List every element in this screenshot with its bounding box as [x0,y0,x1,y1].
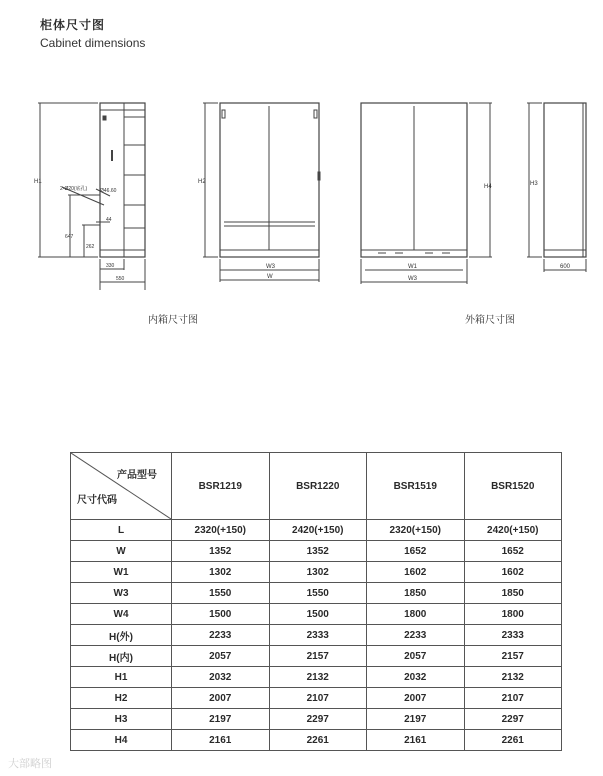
table-row [71,688,562,709]
dimension-code-cell: H4 [71,730,172,751]
dimension-code-cell: H(内) [71,646,172,667]
corner-model-label: 产品型号 [117,470,157,481]
dim-647-label: 647 [65,234,74,240]
outer-h3-label: H3 [530,181,538,187]
dimension-value-cell: 2197 [172,709,270,730]
dim-262-label: 262 [86,244,95,250]
page-title: 柜体尺寸图 [40,18,106,32]
dimension-value-cell: 1800 [367,604,465,625]
dim-44-label: 44 [106,217,112,223]
inner-w3-label: W3 [266,264,275,270]
dim-330-label: 330 [106,263,115,269]
inner-h2-label: H2 [198,179,206,185]
dimension-value-cell: 2032 [172,667,270,688]
dimension-value-cell: 2007 [172,688,270,709]
model-header: BSR1219 [172,453,270,520]
dimension-code-cell: H3 [71,709,172,730]
outer-depth-label: 600 [560,264,571,270]
dimension-value-cell: 2057 [172,646,270,667]
dimension-value-cell: 2107 [269,688,367,709]
dim-550-label: 550 [116,276,125,282]
dimension-value-cell: 1352 [172,541,270,562]
dimension-value-cell: 2161 [172,730,270,751]
watermark: 大部略图 [8,757,52,770]
dimension-value-cell: 2107 [464,688,562,709]
table-row [71,583,562,604]
outer-w3-label: W3 [408,276,417,282]
dimension-value-cell: 2420(+150) [269,520,367,541]
dimension-value-cell: 1302 [172,562,270,583]
outer-box-caption: 外箱尺寸图 [465,315,515,326]
inner-box-caption: 内箱尺寸图 [148,315,198,326]
dimension-value-cell: 2297 [464,709,562,730]
dimension-value-cell: 2157 [464,646,562,667]
dimension-value-cell: 2333 [464,625,562,646]
side-section-view [34,103,145,290]
dimension-value-cell: 2261 [464,730,562,751]
dimension-value-cell: 2333 [269,625,367,646]
outer-w1-label: W1 [408,264,417,270]
table-header-row [71,453,562,520]
dimension-value-cell: 2261 [269,730,367,751]
dimension-value-cell: 1302 [269,562,367,583]
dimension-value-cell: 1602 [464,562,562,583]
table-row [71,562,562,583]
dimension-value-cell: 1550 [269,583,367,604]
dimension-value-cell: 2320(+150) [172,520,270,541]
hole-note-label: 2-Ø20(底孔) [60,186,88,192]
outer-front-view [361,103,492,284]
dimension-value-cell: 2007 [367,688,465,709]
model-header: BSR1220 [269,453,367,520]
corner-diagonal [71,453,171,519]
dimension-value-cell: 1550 [172,583,270,604]
model-header: BSR1519 [367,453,465,520]
dimension-code-cell: H1 [71,667,172,688]
dimension-code-cell: H2 [71,688,172,709]
dimension-value-cell: 2233 [172,625,270,646]
dimension-code-cell: W1 [71,562,172,583]
outer-side-view [527,103,586,272]
dimension-value-cell: 2032 [367,667,465,688]
dimension-value-cell: 2157 [269,646,367,667]
dimension-value-cell: 2197 [367,709,465,730]
technical-drawings [0,0,603,300]
dimension-value-cell: 2057 [367,646,465,667]
dimension-value-cell: 1500 [172,604,270,625]
table-row [71,667,562,688]
dimension-code-cell: L [71,520,172,541]
table-row [71,604,562,625]
dimension-value-cell: 2297 [269,709,367,730]
dimension-value-cell: 2132 [269,667,367,688]
outer-h4-label: H4 [484,184,492,190]
dimension-code-cell: H(外) [71,625,172,646]
handle-dim-label: Ø46.60 [100,188,117,194]
dimension-value-cell: 1850 [367,583,465,604]
dimension-value-cell: 2233 [367,625,465,646]
inner-front-view [198,103,320,282]
table-corner-cell [71,453,172,520]
page-subtitle: Cabinet dimensions [40,36,146,50]
dimension-code-cell: W3 [71,583,172,604]
dimension-code-cell: W4 [71,604,172,625]
dimension-value-cell: 2161 [367,730,465,751]
dimension-value-cell: 1352 [269,541,367,562]
table-row [71,520,562,541]
table-row [71,541,562,562]
model-header: BSR1520 [464,453,562,520]
dimension-value-cell: 1602 [367,562,465,583]
dimension-value-cell: 1652 [464,541,562,562]
corner-code-label: 尺寸代码 [77,495,117,506]
side-h1-label: H1 [34,179,42,185]
dimension-value-cell: 1652 [367,541,465,562]
dimension-value-cell: 2420(+150) [464,520,562,541]
dimension-code-cell: W [71,541,172,562]
table-body [71,520,562,751]
table-row [71,709,562,730]
dimension-table [70,452,562,751]
dimension-value-cell: 1850 [464,583,562,604]
dimension-value-cell: 2320(+150) [367,520,465,541]
table-row [71,730,562,751]
inner-w-label: W [267,274,273,280]
dimension-value-cell: 1500 [269,604,367,625]
table-row [71,646,562,667]
dimension-value-cell: 2132 [464,667,562,688]
dimension-value-cell: 1800 [464,604,562,625]
table-row [71,625,562,646]
